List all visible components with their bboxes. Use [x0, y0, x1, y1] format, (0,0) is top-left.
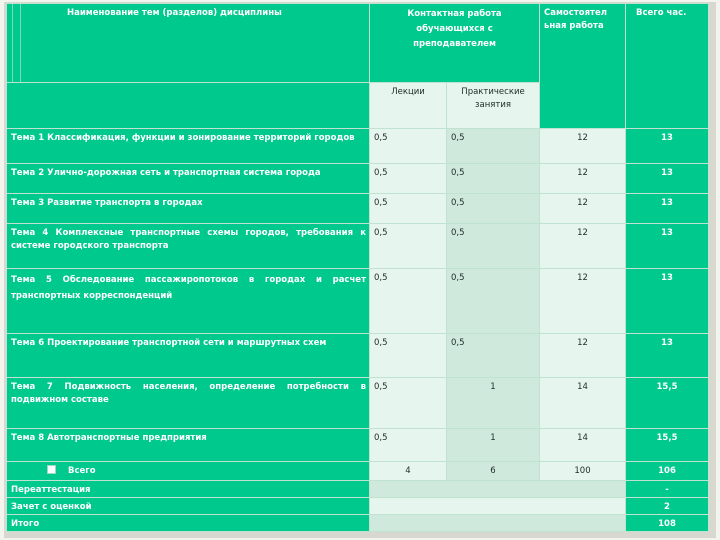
header-self-work-line1: Самостоятел: [544, 8, 607, 18]
header-self-work-line2: ьная работа: [544, 21, 604, 31]
lectures-value: 0,5: [370, 334, 447, 378]
header-topic-cell: [7, 4, 370, 83]
table-row: [7, 269, 709, 334]
practice-value: 0,5: [447, 194, 540, 224]
lectures-value: 0,5: [370, 164, 447, 194]
practice-value: 0,5: [447, 334, 540, 378]
practice-value: 0,5: [447, 269, 540, 334]
lectures-value: 0,5: [370, 194, 447, 224]
topic-name: Тема 5 Обследование пассажиропотоков в городах и расчет транспортных корреспонденций: [7, 269, 370, 334]
lectures-total: 4: [370, 462, 447, 481]
total-value: 13: [626, 334, 709, 378]
lectures-value: 0,5: [370, 269, 447, 334]
table-row: [7, 378, 709, 429]
lectures-value: 0,5: [370, 129, 447, 164]
attestation-row: [7, 481, 709, 498]
practice-value: 0,5: [447, 129, 540, 164]
table-row: [7, 334, 709, 378]
grand-total-row: [7, 515, 709, 532]
header-contact-work: Контактная работа обучающихся с преподавателем: [370, 4, 540, 83]
grand-total-label: Итого: [7, 515, 370, 532]
topic-name: Тема 7 Подвижность населения, определение потребности в подвижном составе: [7, 378, 370, 429]
header-total-hours: Всего час.: [626, 4, 709, 129]
header-lectures: Лекции: [370, 83, 447, 129]
topic-name: Тема 3 Развитие транспорта в городах: [7, 194, 370, 224]
table-row: [7, 164, 709, 194]
header-inner-box: [12, 4, 21, 82]
table-row: [7, 129, 709, 164]
table-row: [7, 194, 709, 224]
credit-empty: [370, 498, 626, 515]
lectures-value: 0,5: [370, 378, 447, 429]
topic-name: Тема 6 Проектирование транспортной сети и маршрутных схем: [7, 334, 370, 378]
self-work-total: 100: [540, 462, 626, 481]
total-value: 15,5: [626, 378, 709, 429]
topic-name: Тема 4 Комплексные транспортные схемы городов, требования к системе городского транспорта: [7, 224, 370, 269]
practice-total: 6: [447, 462, 540, 481]
self-work-value: 12: [540, 269, 626, 334]
attestation-label: Переаттестация: [7, 481, 370, 498]
self-work-value: 12: [540, 194, 626, 224]
total-value: 15,5: [626, 429, 709, 462]
curriculum-table: [6, 3, 709, 532]
practice-value: 1: [447, 378, 540, 429]
practice-value: 1: [447, 429, 540, 462]
practice-value: 0,5: [447, 164, 540, 194]
header-practice: Практические занятия: [447, 83, 540, 129]
topic-name: Тема 1 Классификация, функции и зонирование территорий городов: [7, 129, 370, 164]
credit-total: 2: [626, 498, 709, 515]
self-work-value: 12: [540, 224, 626, 269]
header-row: [7, 4, 709, 83]
bullet-icon: [47, 465, 56, 474]
practice-value: 0,5: [447, 224, 540, 269]
header-self-work: [540, 4, 626, 129]
total-value: 13: [626, 269, 709, 334]
self-work-value: 12: [540, 129, 626, 164]
credit-label: Зачет с оценкой: [7, 498, 370, 515]
attestation-total: -: [626, 481, 709, 498]
topic-name: Тема 8 Автотранспортные предприятия: [7, 429, 370, 462]
hours-total: 106: [626, 462, 709, 481]
grand-total-empty: [370, 515, 626, 532]
credit-row: [7, 498, 709, 515]
total-value: 13: [626, 164, 709, 194]
total-value: 13: [626, 224, 709, 269]
self-work-value: 14: [540, 378, 626, 429]
total-row: [7, 462, 709, 481]
self-work-value: 12: [540, 334, 626, 378]
table-row: [7, 429, 709, 462]
attestation-empty: [370, 481, 626, 498]
self-work-value: 14: [540, 429, 626, 462]
total-value: 13: [626, 129, 709, 164]
table-row: [7, 224, 709, 269]
self-work-value: 12: [540, 164, 626, 194]
header-topic: Наименование тем (разделов) дисциплины: [67, 8, 282, 18]
total-value: 13: [626, 194, 709, 224]
topic-name: Тема 2 Улично-дорожная сеть и транспортная система города: [7, 164, 370, 194]
subheader-empty: [7, 83, 370, 129]
total-row-text: Всего: [68, 466, 96, 476]
total-row-label: [7, 462, 370, 481]
lectures-value: 0,5: [370, 224, 447, 269]
lectures-value: 0,5: [370, 429, 447, 462]
grand-total-value: 108: [626, 515, 709, 532]
